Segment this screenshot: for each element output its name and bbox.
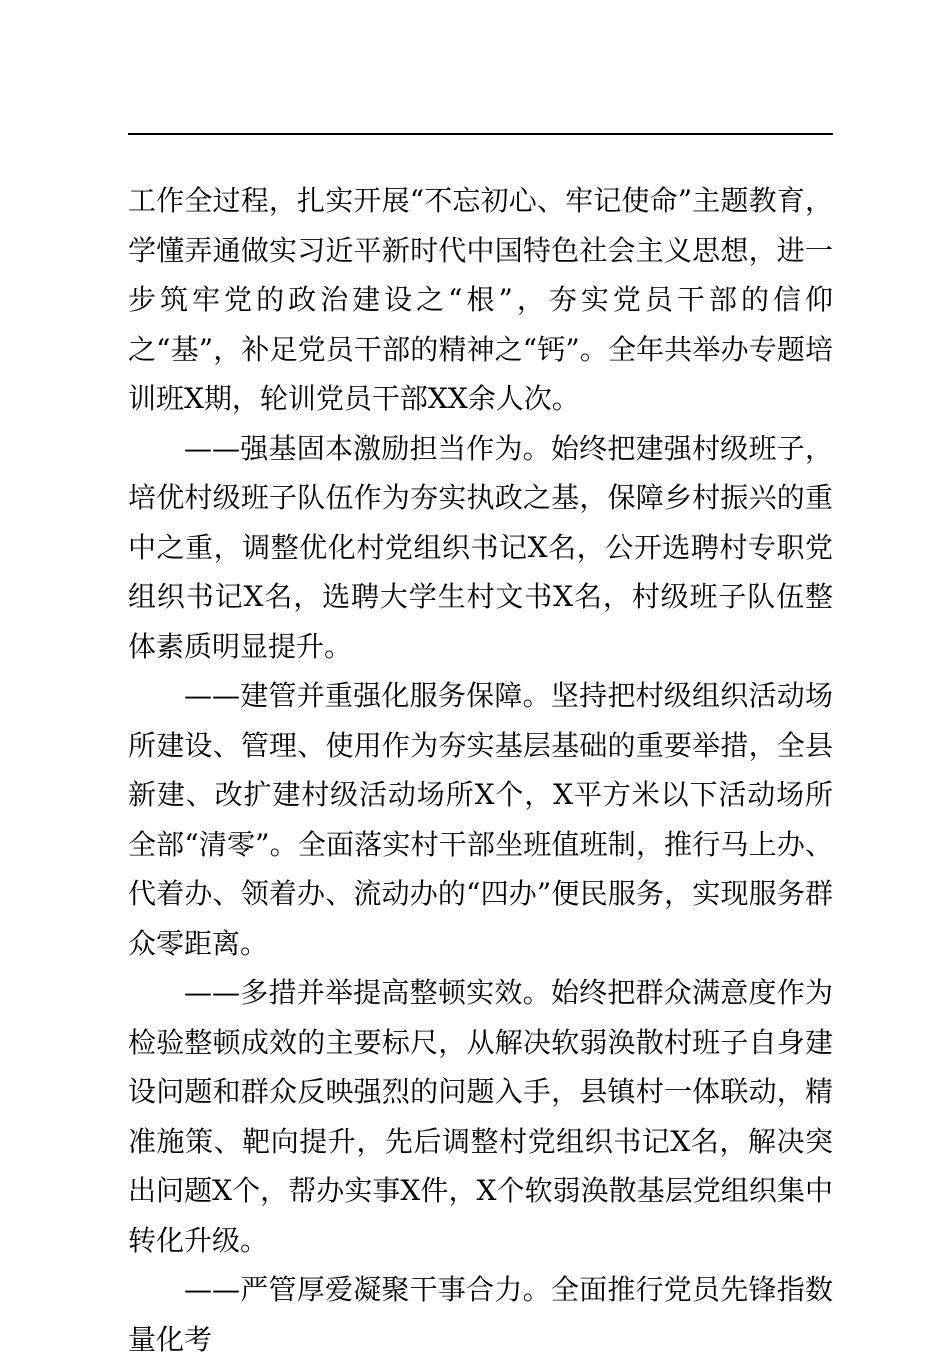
document-body: [128, 176, 833, 1364]
paragraph-rectification: ——多措并举提高整顿实效。始终把群众满意度作为检验整顿成效的主要标尺，从解决软弱涣散村班子自身建设问题和群众反映强烈的问题入手，县镇村一体联动，精准施策、靶向提升，先后调整村党组织书记X名，解决突出问题X个，帮办实事X件，X个软弱涣散基层党组织集中转化升级。: [128, 976, 833, 1257]
paragraph-continuation: 工作全过程，扎实开展“不忘初心、牢记使命”主题教育，学懂弄通做实习近平新时代中国特色社会主义思想，进一步筑牢党的政治建设之“根”，夯实党员干部的信仰之“基”，补足党员干部的精神之“钙”。全年共举办专题培训班X期，轮训党员干部XX余人次。: [128, 184, 833, 415]
paragraph-strengthen-foundation: ——强基固本激励担当作为。始终把建强村级班子，培优村级班子队伍作为夯实执政之基，保障乡村振兴的重中之重，调整优化村党组织书记X名，公开选聘村专职党组织书记X名，选聘大学生村文书X名，村级班子队伍整体素质明显提升。: [128, 431, 833, 663]
paragraph-service-guarantee: ——建管并重强化服务保障。坚持把村级组织活动场所建设、管理、使用作为夯实基层基础的重要举措，全县新建、改扩建村级活动场所X个，X平方米以下活动场所全部“清零”。全面落实村干部坐班值班制，推行马上办、代着办、领着办、流动办的“四办”便民服务，实现服务群众零距离。: [128, 679, 833, 960]
paragraph-strict-management: ——严管厚爱凝聚干事合力。全面推行党员先锋指数量化考: [128, 1273, 833, 1356]
header-rule: [128, 133, 833, 135]
